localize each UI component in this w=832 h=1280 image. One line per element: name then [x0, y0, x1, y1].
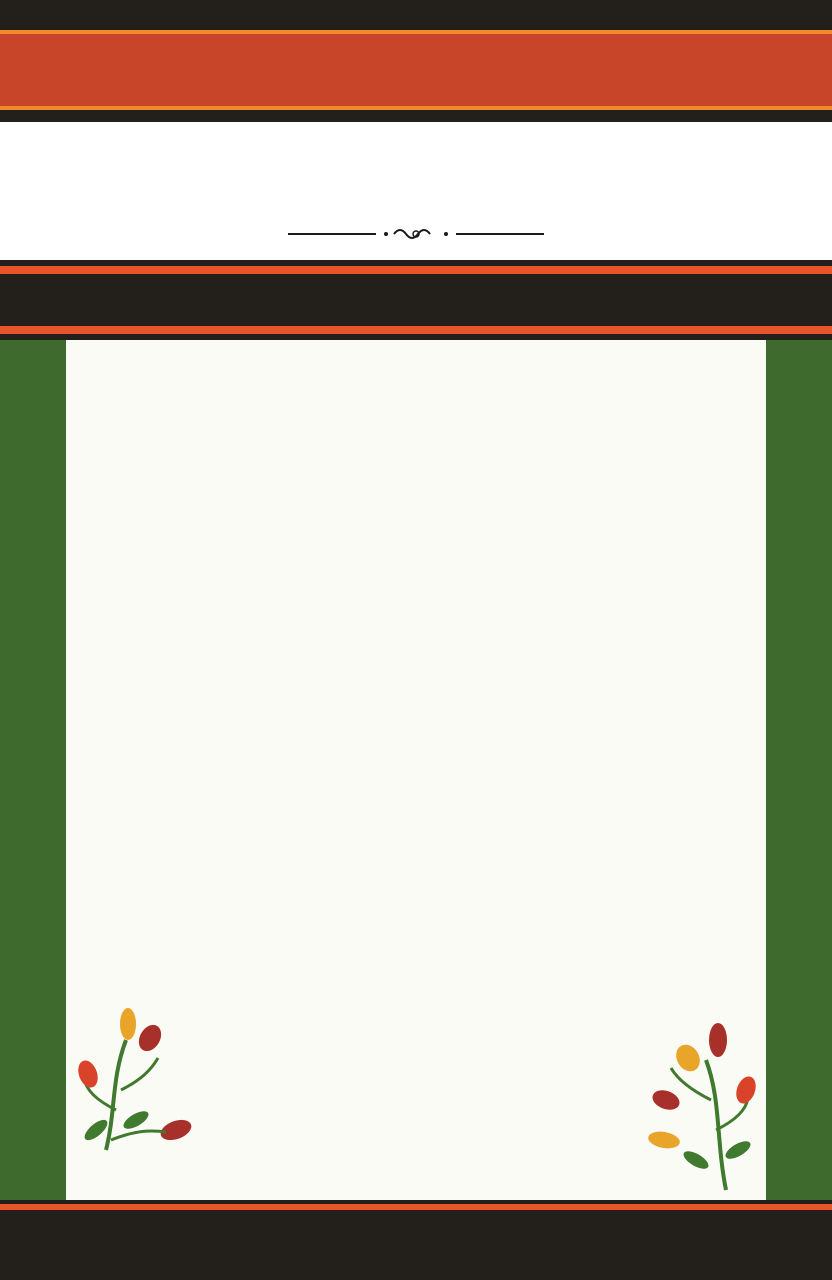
mid-pattern — [0, 260, 832, 340]
leaf-sprig-icon — [647, 1023, 759, 1190]
right-decorative-border — [766, 340, 832, 1200]
leaf-sprig-icon — [75, 1008, 194, 1150]
bottom-floral-decoration — [66, 1000, 766, 1200]
toc-panel — [66, 340, 766, 1200]
bottom-decorative-band — [0, 1200, 832, 1280]
right-pattern — [766, 340, 832, 1200]
left-decorative-border — [0, 340, 66, 1200]
left-pattern — [0, 340, 66, 1200]
title-area — [0, 122, 832, 260]
top-decorative-band — [0, 0, 832, 122]
top-pattern — [0, 34, 832, 98]
middle-decorative-band — [0, 260, 832, 340]
title-flourish-icon — [286, 222, 546, 246]
top-pattern-strip — [0, 30, 832, 110]
bottom-pattern — [0, 1200, 832, 1280]
